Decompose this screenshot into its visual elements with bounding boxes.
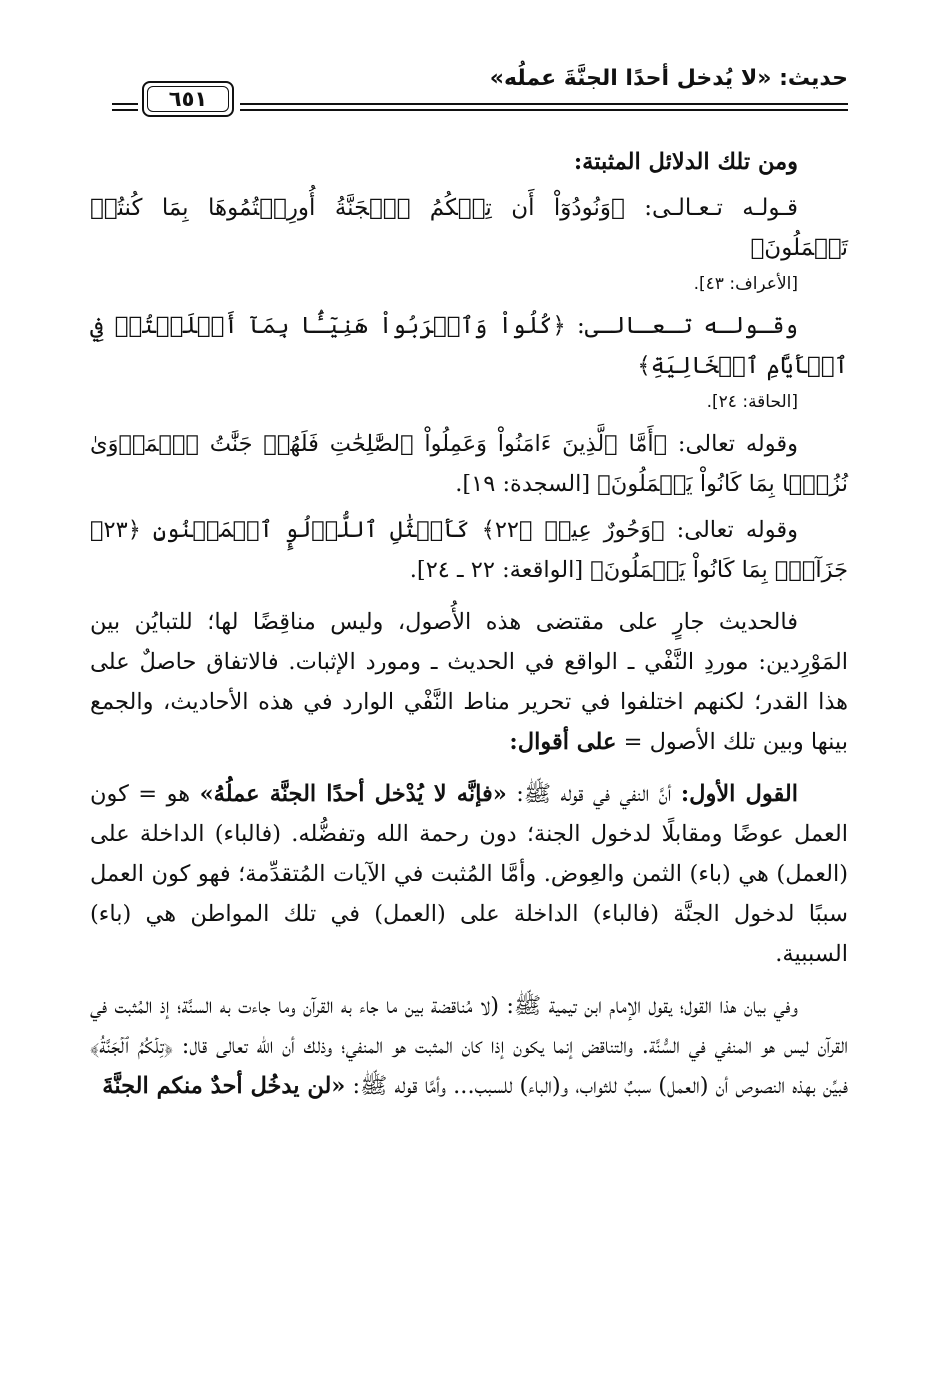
paragraph-ibn-taymiyya [90,986,848,1106]
opinion-intro: أنَّ النفي في قوله ﷺ: [516,781,672,807]
verse-text: وقـولـه تـعـالـى: ﴿كُلُواْ وَٱشۡرَبُواْ هَنِيٓـَٔۢا بِمَآ أَسۡلَفۡتُمۡ فِي ٱلۡأَيَّامِ ٱلۡخَالِيَةِ﴾ [90,313,848,379]
hadith-quote: «فإنَّه لا يُدْخل أحدًا الجنَّة عملُهُ» [199,781,507,807]
header-rule [240,103,848,105]
paragraph-discussion [90,602,848,762]
hadith-quote: «لن يدخُل أحدٌ منكم الجنَّةَ [102,1073,346,1099]
paragraph-first-opinion [90,774,848,974]
opinion-explanation: هو = كون العمل عوضًا ومقابلًا لدخول الجنة؛ دون رحمة الله وتفضُّله. (فالباء) الداخلة على (العمل) هي (باء) الثمن والعِوض. وأمَّا المُثبت في الآيات المُتقدِّمة؛ فهو كون العمل سببًا لدخول الجنَّة (فالباء) الداخلة على (العمل) في تلك المواطن هي (باء) السببية. [90,781,848,967]
discussion-text: فالحديث جارٍ على مقتضى هذه الأُصول، وليس مناقِضًا لها؛ للتبايُن بين المَوْرِدين: موردِ النَّفْي ـ الواقع في الحديث ـ ومورد الإثبات. فالاتفاق حاصلٌ على هذا القدر؛ لكنهم اختلفوا في تحرير مناط النَّفْي الوارد في هذه الأحاديث، والجمع بينها وبين تلك الأصول = [90,609,848,755]
opinion-heading: القول الأول: [680,781,799,807]
paragraph-verse-waqia: وقوله تعالى: ﴿وَحُورٌ عِينٞ ﴿٢٢﴾ كَأَمۡثَٰلِ ٱللُّؤۡلُوِٕ ٱلۡمَكۡنُونِ ﴿٢٣﴾ جَزَآءَۢ بِمَا كَانُواْ يَعۡمَلُونَ﴾ [الواقعة: ٢٢ ـ ٢٤]. [90,517,848,583]
running-title: حديث: «لا يُدخل أحدًا الجنَّةَ عملُه» [489,66,848,91]
page-body [90,142,848,1118]
paragraph-intro: ومن تلك الدلائل المثبتة: [573,149,798,175]
verse-reference: [الأعراف: ٤٣]. [693,274,798,294]
header-rule [112,103,138,105]
page-number: ٦٥١ [168,87,208,111]
paragraph-verse-sajda: وقوله تعالى: ﴿أَمَّا ٱلَّذِينَ ءَامَنُواْ وَعَمِلُواْ ٱلصَّٰلِحَٰتِ فَلَهُمۡ جَنَّٰتُ ٱلۡمَأۡوَىٰ نُزُلَۢا بِمَا كَانُواْ يَعۡمَلُونَ﴾ [السجدة: ١٩]. [90,431,848,497]
paragraph-verse-haqqa [90,306,848,418]
page-number-frame [142,81,234,117]
discussion-bold-tail: على أقوال: [509,729,617,755]
header-rule [112,109,138,111]
verse-reference: [الحاقة: ٢٤]. [706,392,798,412]
paragraph-verse-araf [90,188,848,300]
page-header [112,66,848,120]
header-rule [240,109,848,111]
verse-text: قـولـه تـعـالـى: ﴿وَنُودُوٓاْ أَن تِلۡكُمُ ٱلۡجَنَّةُ أُورِثۡتُمُوهَا بِمَا كُنتُمۡ تَعۡمَلُونَ﴾ [90,195,848,261]
quotation-text: وفي بيان هذا القول؛ يقول الإمام ابن تيمية ﷺ: (لا مُناقضة بين ما جاء به القرآن وما جاءت به السنَّة؛ إذ المُثبت في القرآن ليس هو المنفي في السُّنَّة. والتناقض إنما يكون إذا كان المثبت هو المنفي؛ وذلك أن الله تعالى قال: ﴿تِلۡكُمُ ٱلۡجَنَّةُ﴾ فبيِّن بهذه النصوص أن (العمل) سببٌ للثواب، و(الباء) للسبب... وأمَّا قوله ﷺ: [90,993,848,1099]
